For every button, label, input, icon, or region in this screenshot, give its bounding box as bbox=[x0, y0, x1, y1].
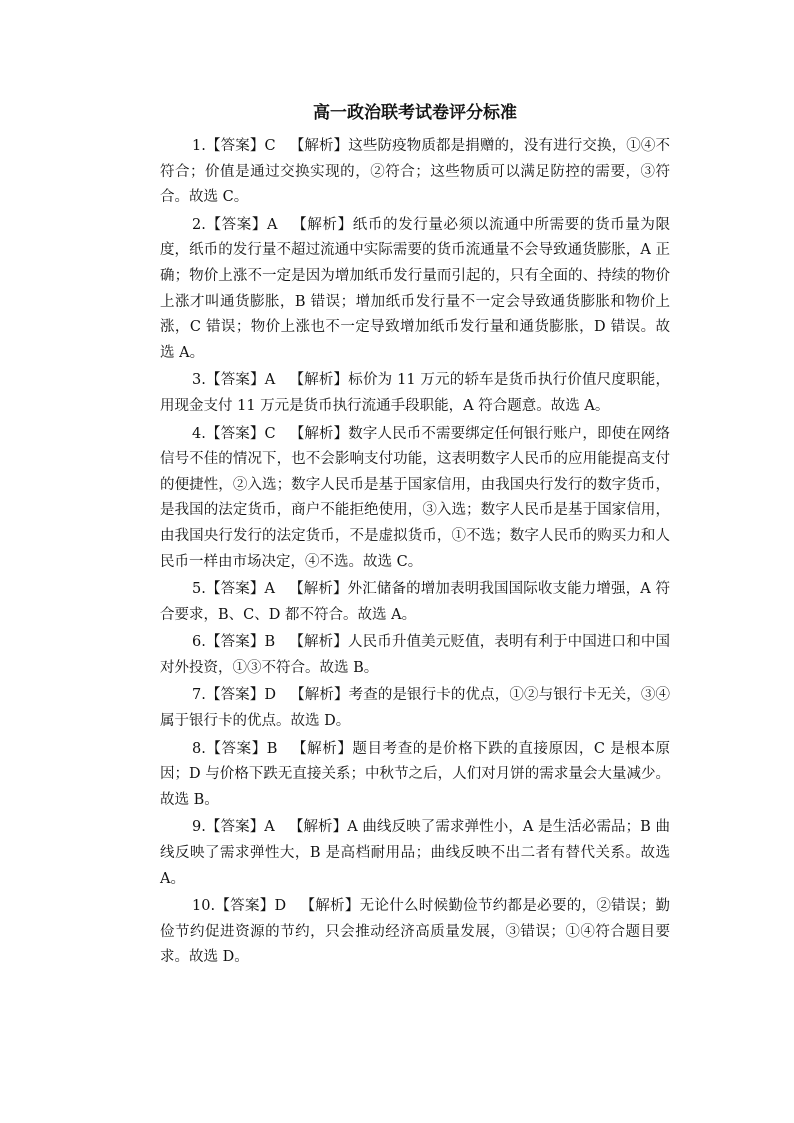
answer-label-9: 9.【答案】A bbox=[192, 819, 275, 836]
analysis-text-10: 【解析】无论什么时候勤俭节约都是必要的，②错误；勤俭节约促进资源的节约，只会推动经济高质量发展，③错误；①④符合题目要求。故选 D。 bbox=[160, 898, 670, 966]
answer-label-4: 4.【答案】C bbox=[192, 425, 276, 442]
answer-item-1 bbox=[160, 134, 670, 211]
answer-item-10 bbox=[160, 894, 670, 971]
answer-label-10: 10.【答案】D bbox=[192, 898, 287, 915]
analysis-text-4: 【解析】数字人民币不需要绑定任何银行账户，即使在网络信号不佳的情况下，也不会影响支付功能，这表明数字人民币的应用能提高支付的便捷性，②入选；数字人民币是基于国家信用，由我国央行发行的数字货币，是我国的法定货币，商户不能拒绝使用，③入选；数字人民币是基于国家信用，由我国央行发行的法定货币，不是虚拟货币，①不选；数字人民币的购买力和人民币一样由市场决定，④不选。故选 C。 bbox=[160, 425, 670, 570]
answer-label-6: 6.【答案】B bbox=[192, 634, 276, 651]
answer-item-3 bbox=[160, 368, 670, 419]
answer-label-2: 2.【答案】A bbox=[192, 216, 278, 233]
analysis-text-1: 【解析】这些防疫物质都是捐赠的，没有进行交换，①④不符合；价值是通过交换实现的，②符合；这些物质可以满足防控的需要，③符合。故选 C。 bbox=[160, 138, 670, 206]
answer-label-3: 3.【答案】A bbox=[192, 372, 276, 389]
answer-item-4 bbox=[160, 422, 670, 576]
analysis-text-9: 【解析】A 曲线反映了需求弹性小，A 是生活必需品；B 曲线反映了需求弹性大，B 是高档耐用品；曲线反映不出二者有替代关系。故选 A。 bbox=[160, 819, 670, 887]
analysis-text-3: 【解析】标价为 11 万元的轿车是货币执行价值尺度职能，用现金支付 11 万元是货币执行流通手段职能，A 符合题意。故选 A。 bbox=[160, 372, 670, 414]
page-title: 高一政治联考试卷评分标准 bbox=[313, 103, 517, 123]
answer-item-9 bbox=[160, 815, 670, 892]
answer-label-8: 8.【答案】B bbox=[192, 740, 278, 757]
document-body bbox=[160, 100, 670, 973]
answer-item-2 bbox=[160, 213, 670, 367]
analysis-text-5: 【解析】外汇储备的增加表明我国国际收支能力增强，A 符合要求，B、C、D 都不符合。故选 A。 bbox=[160, 581, 670, 623]
answer-item-7 bbox=[160, 683, 670, 734]
answer-label-5: 5.【答案】A bbox=[192, 581, 275, 598]
analysis-text-8: 【解析】题目考查的是价格下跌的直接原因，C 是根本原因；D 与价格下跌无直接关系；中秋节之后，人们对月饼的需求量会大量减少。故选 B。 bbox=[160, 740, 671, 808]
answer-label-7: 7.【答案】D bbox=[192, 687, 277, 704]
answer-item-8 bbox=[160, 737, 670, 814]
analysis-text-2: 【解析】纸币的发行量必须以流通中所需要的货币量为限度，纸币的发行量不超过流通中实际需要的货币流通量不会导致通货膨胀，A 正确；物价上涨不一定是因为增加纸币发行量而引起的，只有全面的、持续的物价上涨才叫通货膨胀，B 错误；增加纸币发行量不一定会导致通货膨胀和物价上涨，C 错误；物价上涨也不一定导致增加纸币发行量和通货膨胀，D 错误。故选 A。 bbox=[160, 216, 671, 361]
analysis-text-6: 【解析】人民币升值美元贬值，表明有利于中国进口和中国对外投资，①③不符合。故选 B。 bbox=[160, 634, 670, 676]
analysis-text-7: 【解析】考查的是银行卡的优点，①②与银行卡无关，③④属于银行卡的优点。故选 D。 bbox=[160, 687, 670, 730]
answer-item-6 bbox=[160, 630, 670, 681]
answer-label-1: 1.【答案】C bbox=[192, 138, 276, 154]
answer-item-5 bbox=[160, 577, 670, 628]
